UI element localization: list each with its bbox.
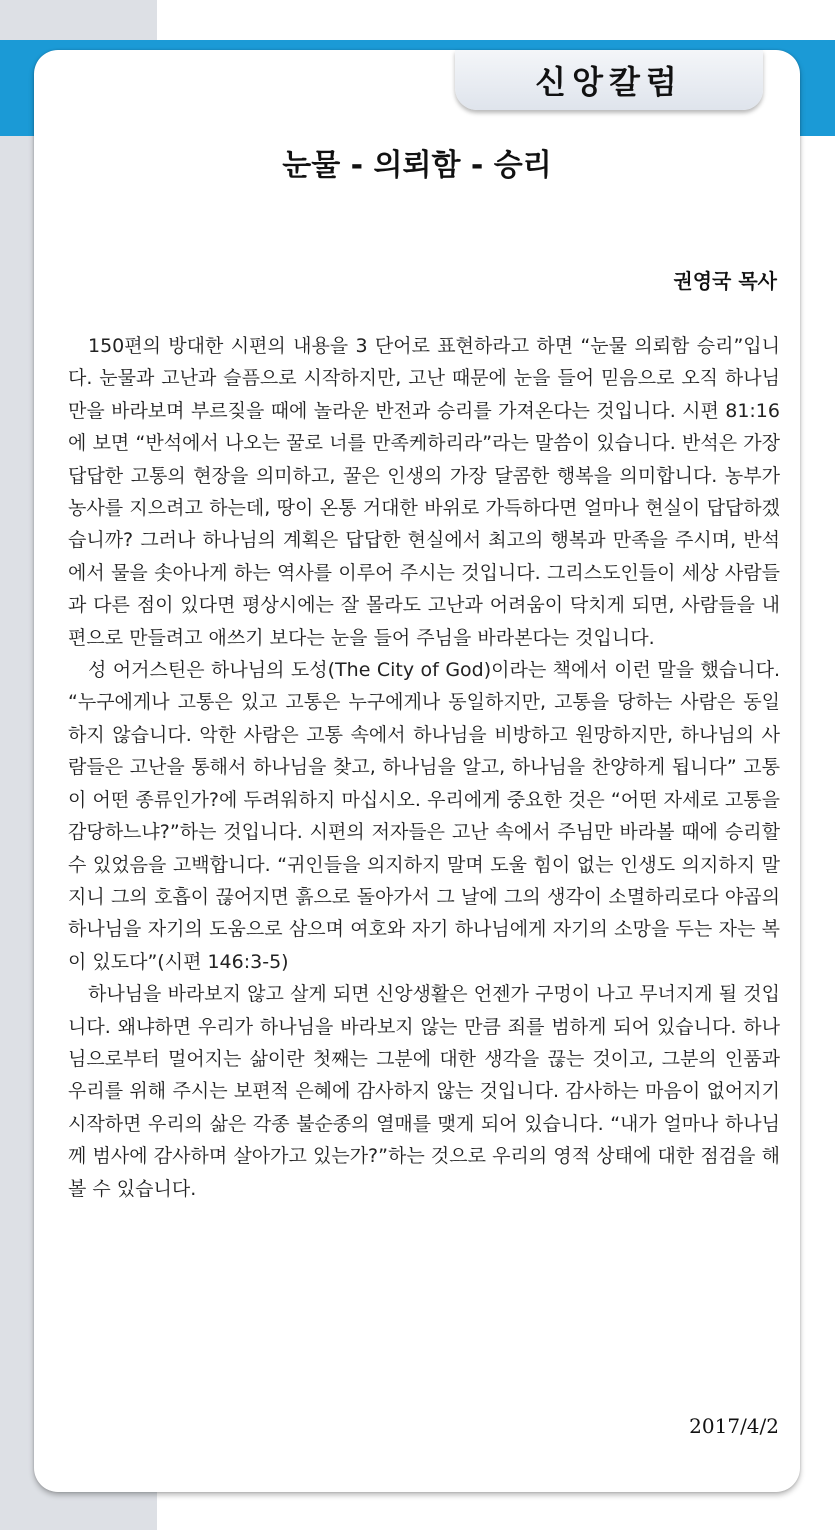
- author-name: 권영국 목사: [673, 269, 777, 293]
- section-tab: [455, 50, 763, 110]
- paragraph-1: 150편의 방대한 시편의 내용을 3 단어로 표현하라고 하면 “눈물 의뢰함 승리”입니다. 눈물과 고난과 슬픔으로 시작하지만, 고난 때문에 눈을 들어 믿음으로 오직 하나님만을 바라보며 부르짖을 때에 놀라운 반전과 승리를 가져온다는 것입니다. 시편 81:16에 보면 “반석에서 나오는 꿀로 너를 만족케하리라”라는 말씀이 있습니다. 반석은 가장 답답한 고통의 현장을 의미하고, 꿀은 인생의 가장 달콤한 행복을 의미합니다. 농부가 농사를 지으려고 하는데, 땅이 온통 거대한 바위로 가득하다면 얼마나 현실이 답답하겠습니까? 그러나 하나님의 계획은 답답한 현실에서 최고의 행복과 만족을 주시며, 반석에서 물을 솟아나게 하는 역사를 이루어 주시는 것입니다. 그리스도인들이 세상 사람들과 다른 점이 있다면 평상시에는 잘 몰라도 고난과 어려움이 닥치게 되면, 사람들을 내편으로 만들려고 애쓰기 보다는 눈을 들어 주님을 바라본다는 것입니다.: [68, 335, 780, 649]
- paragraph-2: 성 어거스틴은 하나님의 도성(The City of God)이라는 책에서 이런 말을 했습니다. “누구에게나 고통은 있고 고통은 누구에게나 동일하지만, 고통을 당하는 사람은 동일하지 않습니다. 악한 사람은 고통 속에서 하나님을 비방하고 원망하지만, 하나님의 사람들은 고난을 통해서 하나님을 찾고, 하나님을 알고, 하나님을 찬양하게 됩니다” 고통이 어떤 종류인가?에 두려워하지 마십시오. 우리에게 중요한 것은 “어떤 자세로 고통을 감당하느냐?”하는 것입니다. 시편의 저자들은 고난 속에서 주님만 바라볼 때에 승리할 수 있었음을 고백합니다. “귀인들을 의지하지 말며 도울 힘이 없는 인생도 의지하지 말지니 그의 호흡이 끊어지면 흙으로 돌아가서 그 날에 그의 생각이 소멸하리로다 야곱의 하나님을 자기의 도움으로 삼으며 여호와 자기 하나님에게 자기의 소망을 두는 자는 복이 있도다”(시편 146:3-5): [68, 659, 780, 973]
- article-title: 눈물 - 의뢰함 - 승리: [282, 148, 552, 183]
- article-body: [68, 330, 780, 1205]
- paragraph-3: 하나님을 바라보지 않고 살게 되면 신앙생활은 언젠가 구멍이 나고 무너지게 될 것입니다. 왜냐하면 우리가 하나님을 바라보지 않는 만큼 죄를 범하게 되어 있습니다. 하나님으로부터 멀어지는 삶이란 첫째는 그분에 대한 생각을 끊는 것이고, 그분의 인품과 우리를 위해 주시는 보편적 은혜에 감사하지 않는 것입니다. 감사하는 마음이 없어지기 시작하면 우리의 삶은 각종 불순종의 열매를 맺게 되어 있습니다. “내가 얼마나 하나님께 범사에 감사하며 살아가고 있는가?”하는 것으로 우리의 영적 상태에 대한 점검을 해 볼 수 있습니다.: [68, 983, 780, 1200]
- publish-date: 2017/4/2: [689, 1414, 779, 1438]
- section-title: 신앙칼럼: [535, 63, 683, 101]
